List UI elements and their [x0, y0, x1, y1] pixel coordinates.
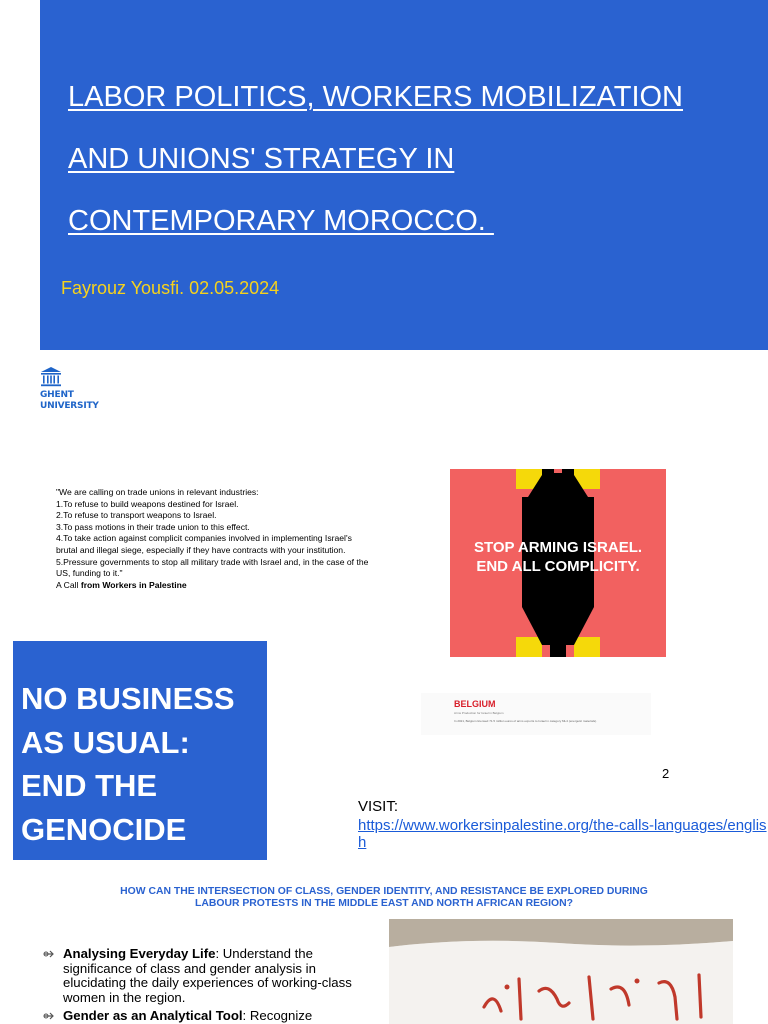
workers-call-quote	[56, 487, 374, 591]
author-date: Fayrouz Yousfi. 02.05.2024	[61, 278, 280, 298]
belgium-subtitle: Arms Production for Israel in Belgium	[454, 711, 504, 715]
quote-line: 5.Pressure governments to stop all military trade with Israel and, in the case of the US, funding to it."	[56, 556, 369, 579]
page-number: 2	[662, 766, 670, 781]
title-line-1: LABOR POLITICS, WORKERS MOBILIZATION	[68, 81, 684, 113]
quote-line: 4.To take action against complicit companies involved in implementing Israel's brutal and illegal siege, especially if they have contracts with your institution.	[56, 533, 352, 555]
list-item	[43, 947, 363, 1005]
visit-label: VISIT:	[358, 798, 399, 815]
quote-line: 2.To refuse to transport weapons to Israel.	[56, 510, 217, 521]
poster-line-1: STOP ARMING ISRAEL.	[473, 539, 643, 556]
bullet-heading: Analysing Everyday Life	[63, 946, 216, 961]
research-question: HOW CAN THE INTERSECTION OF CLASS, GENDER IDENTITY, AND RESISTANCE BE EXPLORED DURING LABOUR PROTESTS IN THE MIDDLE EAST AND NORTH AFRICAN REGION?	[120, 886, 648, 909]
list-item	[43, 1009, 363, 1024]
poster-slogan	[450, 538, 666, 576]
bullet-text: : Understand the significance of class and gender analysis in elucidating the daily experiences of working-class women in the region.	[63, 946, 352, 1005]
logo-line-university: UNIVERSITY	[40, 401, 99, 411]
protest-banner-photo	[389, 919, 733, 1024]
quote-line: 1.To refuse to build weapons destined for Israel.	[56, 498, 239, 509]
banner-line-1: NO BUSINESS	[21, 681, 235, 716]
banner-line-2: AS USUAL:	[21, 724, 190, 760]
workers-in-palestine-link[interactable]: https://www.workersinpalestine.org/the-calls-languages/english	[358, 817, 767, 851]
logo-wordmark	[40, 390, 99, 412]
arrow-bullet-icon	[43, 1010, 57, 1022]
belgium-body: In 2021, Belgium licensed 71.5 million euros of arms exports to Israel in category ML4 (energetic materials).	[454, 719, 597, 723]
bullet-text: : Recognize	[242, 1008, 313, 1023]
quote-credit	[56, 580, 374, 592]
title-line-2: AND UNIONS' STRATEGY IN	[68, 143, 455, 175]
credit-prefix: A Call	[56, 579, 81, 590]
banner-line-3: END THE	[21, 768, 158, 803]
bullet-heading: Gender as an Analytical Tool	[63, 1008, 243, 1023]
no-business-banner	[13, 641, 267, 860]
belgium-card	[421, 693, 651, 735]
quote-line: 3.To pass motions in their trade union to this effect.	[56, 521, 250, 532]
belgium-title: BELGIUM	[454, 699, 496, 709]
presentation-title	[68, 66, 758, 252]
protest-photo-image	[389, 919, 733, 1024]
bullet-list	[43, 947, 363, 1024]
poster-line-2: END ALL COMPLICITY.	[476, 558, 640, 575]
title-slide	[40, 0, 768, 350]
quote-line: "We are calling on trade unions in relevant industries:	[56, 487, 259, 497]
building-columns-icon	[40, 366, 62, 388]
stop-arming-poster	[450, 469, 666, 657]
title-line-3: CONTEMPORARY MOROCCO.	[68, 205, 494, 237]
arrow-bullet-icon	[43, 948, 57, 960]
logo-line-ghent: GHENT	[40, 390, 74, 400]
ghent-university-logo	[40, 366, 100, 416]
no-business-text	[21, 677, 267, 851]
banner-line-4: GENOCIDE	[21, 811, 187, 847]
credit-source: from Workers in Palestine	[80, 579, 187, 590]
